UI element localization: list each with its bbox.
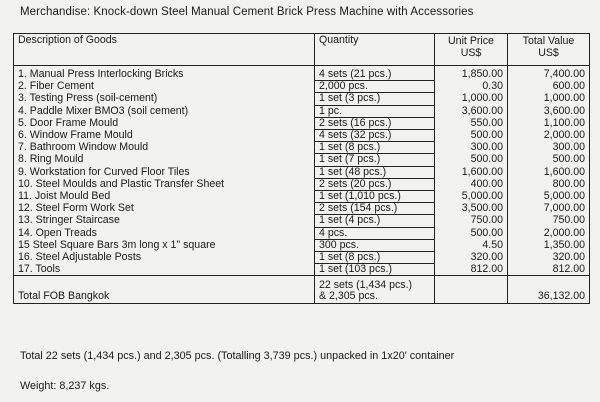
- table-row: [14, 66, 590, 81]
- item-total-value: 812.00: [508, 264, 590, 276]
- table-row: [14, 239, 590, 251]
- item-description: 7. Bathroom Window Mould: [14, 142, 315, 154]
- item-unit-price: 750.00: [435, 215, 508, 227]
- item-total-value: 320.00: [508, 252, 590, 264]
- item-quantity: 1 set (103 pcs.): [315, 264, 435, 276]
- item-quantity: 4 pcs.: [315, 227, 435, 239]
- item-unit-price: 3,500.00: [435, 203, 508, 215]
- item-total-value: 1,100.00: [508, 117, 590, 129]
- table-header-row: [14, 34, 590, 66]
- item-description: 9. Workstation for Curved Floor Tiles: [14, 166, 315, 178]
- item-unit-price: 550.00: [435, 117, 508, 129]
- item-total-value: 800.00: [508, 178, 590, 190]
- weight-text: Weight: 8,237 kgs.: [20, 380, 110, 392]
- item-total-value: 1,000.00: [508, 93, 590, 105]
- item-unit-price: 1,600.00: [435, 166, 508, 178]
- item-quantity: 1 set (8 pcs.): [315, 252, 435, 264]
- total-unit-price: [435, 276, 508, 304]
- item-total-value: 750.00: [508, 215, 590, 227]
- table-row: [14, 264, 590, 276]
- item-quantity: 2,000 pcs.: [315, 81, 435, 93]
- header-unit-price-currency: US$: [460, 47, 482, 59]
- item-unit-price: 0.30: [435, 81, 508, 93]
- item-unit-price: 3,600.00: [435, 105, 508, 117]
- table-row: [14, 227, 590, 239]
- item-description: 14. Open Treads: [14, 227, 315, 239]
- header-unit-price-label: Unit Price: [448, 35, 494, 47]
- item-total-value: 600.00: [508, 81, 590, 93]
- item-description: 8. Ring Mould: [14, 154, 315, 166]
- table-row: [14, 252, 590, 264]
- item-unit-price: 320.00: [435, 252, 508, 264]
- header-description: Description of Goods: [14, 34, 315, 66]
- item-description: 2. Fiber Cement: [14, 81, 315, 93]
- item-total-value: 1,350.00: [508, 239, 590, 251]
- item-description: 16. Steel Adjustable Posts: [14, 252, 315, 264]
- header-total-value: [508, 34, 590, 66]
- item-total-value: 5,000.00: [508, 191, 590, 203]
- item-total-value: 300.00: [508, 142, 590, 154]
- item-unit-price: 500.00: [435, 154, 508, 166]
- total-quantity-line1: 22 sets (1,434 pcs.): [319, 279, 413, 292]
- item-description: 17. Tools: [14, 264, 315, 276]
- item-description: 11. Joist Mould Bed: [14, 191, 315, 203]
- item-quantity: 2 sets (154 pcs.): [315, 203, 435, 215]
- item-description: 10. Steel Moulds and Plastic Transfer Sheet: [14, 178, 315, 190]
- table-row: [14, 203, 590, 215]
- item-unit-price: 400.00: [435, 178, 508, 190]
- header-quantity: Quantity: [315, 34, 435, 66]
- item-quantity: 1 pc.: [315, 105, 435, 117]
- table-row: [14, 178, 590, 190]
- item-total-value: 1,600.00: [508, 166, 590, 178]
- item-quantity: 4 sets (32 pcs.): [315, 130, 435, 142]
- item-total-value: 2,000.00: [508, 130, 590, 142]
- item-quantity: 1 set (1,010 pcs.): [315, 191, 435, 203]
- item-description: 13. Stringer Staircase: [14, 215, 315, 227]
- table-row: [14, 105, 590, 117]
- total-label: Total FOB Bangkok: [14, 276, 315, 304]
- table-row: [14, 93, 590, 105]
- table-row: [14, 191, 590, 203]
- item-description: 6. Window Frame Mould: [14, 130, 315, 142]
- item-quantity: 1 set (4 pcs.): [315, 215, 435, 227]
- header-unit-price: [435, 34, 508, 66]
- table-row: [14, 166, 590, 178]
- document-heading: Merchandise: Knock-down Steel Manual Cement Brick Press Machine with Accessories: [20, 6, 474, 18]
- item-unit-price: 812.00: [435, 264, 508, 276]
- item-quantity: 1 set (3 pcs.): [315, 93, 435, 105]
- table-row: [14, 81, 590, 93]
- item-unit-price: 4.50: [435, 239, 508, 251]
- header-total-value-label: Total Value: [522, 35, 575, 47]
- table-row: [14, 215, 590, 227]
- total-row: [14, 276, 590, 304]
- item-unit-price: 1,000.00: [435, 93, 508, 105]
- total-value: 36,132.00: [508, 276, 590, 304]
- item-total-value: 3,600.00: [508, 105, 590, 117]
- item-quantity: 1 set (48 pcs.): [315, 166, 435, 178]
- goods-table: [13, 33, 590, 304]
- summary-text: Total 22 sets (1,434 pcs.) and 2,305 pcs. (Totalling 3,739 pcs.) unpacked in 1x20' container: [20, 350, 455, 362]
- item-quantity: 2 sets (20 pcs.): [315, 178, 435, 190]
- item-unit-price: 500.00: [435, 227, 508, 239]
- header-total-value-currency: US$: [538, 47, 559, 59]
- item-rows: [14, 66, 590, 276]
- item-unit-price: 300.00: [435, 142, 508, 154]
- table-row: [14, 142, 590, 154]
- item-description: 4. Paddle Mixer BMO3 (soil cement): [14, 105, 315, 117]
- item-unit-price: 1,850.00: [435, 66, 508, 81]
- item-description: 1. Manual Press Interlocking Bricks: [14, 66, 315, 81]
- item-quantity: 4 sets (21 pcs.): [315, 66, 435, 81]
- item-total-value: 2,000.00: [508, 227, 590, 239]
- item-quantity: 300 pcs.: [315, 239, 435, 251]
- table-row: [14, 117, 590, 129]
- item-total-value: 7,000.00: [508, 203, 590, 215]
- table-row: [14, 154, 590, 166]
- item-description: 15 Steel Square Bars 3m long x 1" square: [14, 239, 315, 251]
- item-unit-price: 500.00: [435, 130, 508, 142]
- item-total-value: 500.00: [508, 154, 590, 166]
- item-description: 12. Steel Form Work Set: [14, 203, 315, 215]
- item-quantity: 2 sets (16 pcs.): [315, 117, 435, 129]
- total-quantity: [315, 276, 435, 304]
- total-quantity-line2: & 2,305 pcs.: [319, 290, 378, 303]
- item-description: 3. Testing Press (soil-cement): [14, 93, 315, 105]
- item-quantity: 1 set (7 pcs.): [315, 154, 435, 166]
- item-unit-price: 5,000.00: [435, 191, 508, 203]
- table-row: [14, 130, 590, 142]
- item-description: 5. Door Frame Mould: [14, 117, 315, 129]
- item-quantity: 1 set (8 pcs.): [315, 142, 435, 154]
- item-total-value: 7,400.00: [508, 66, 590, 81]
